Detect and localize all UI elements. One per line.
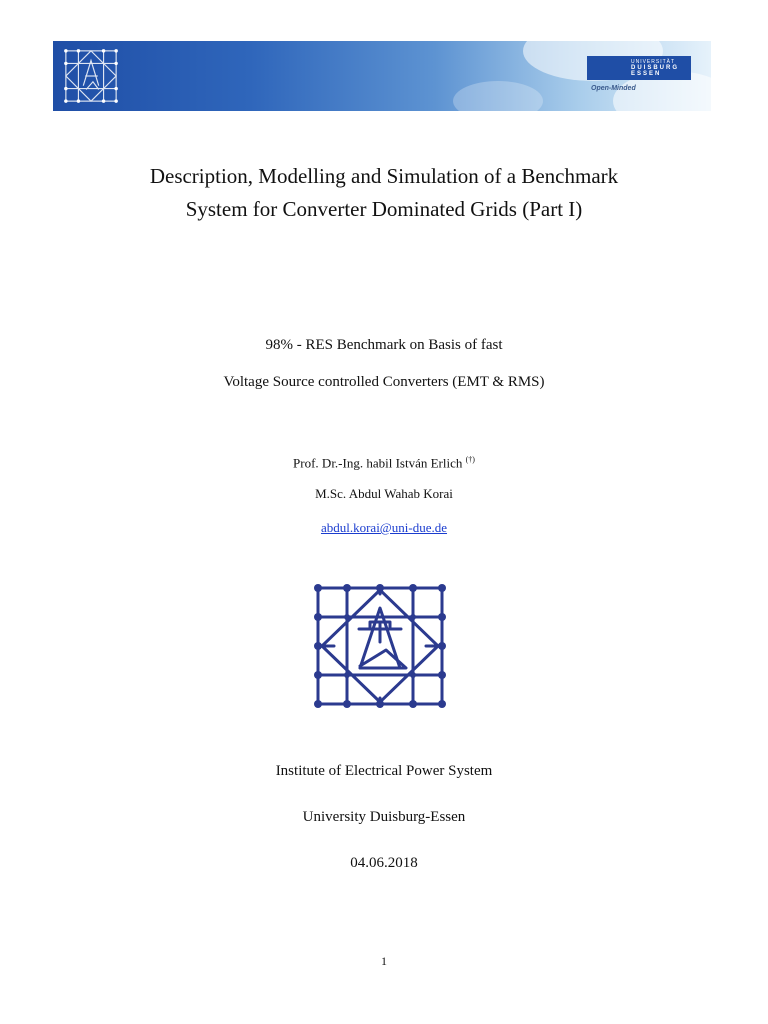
university-small-label: UNIVERSITÄT	[630, 59, 676, 65]
university-motto: Open-Minded	[591, 85, 636, 92]
institute-emblem-icon	[314, 584, 446, 708]
institute-name: Institute of Electrical Power System	[275, 763, 493, 779]
author-1-mark: (†)	[465, 455, 475, 464]
university-wordmark	[587, 56, 691, 80]
document-date: 04.06.2018	[350, 855, 418, 871]
title-line-1: Description, Modelling and Simulation of a Benchmark	[149, 164, 619, 188]
author-1	[0, 455, 768, 471]
university-name: DUISBURG	[630, 65, 679, 71]
subtitle-line-2: Voltage Source controlled Converters (EMT & RMS)	[223, 374, 545, 390]
author-email-line	[0, 520, 768, 536]
author-1-name: Prof. Dr.-Ing. habil István Erlich	[293, 455, 463, 471]
header-banner	[53, 41, 711, 111]
subtitle-line-1: 98% - RES Benchmark on Basis of fast	[265, 337, 503, 353]
institute-logo-icon	[62, 47, 120, 105]
author-email-link[interactable]: abdul.korai@uni-due.de	[320, 520, 448, 535]
university-city: ESSEN	[630, 71, 662, 77]
author-2: M.Sc. Abdul Wahab Korai	[315, 486, 453, 501]
page-number: 1	[381, 954, 387, 968]
title-line-2: System for Converter Dominated Grids (Part I)	[185, 197, 583, 221]
document-title	[0, 160, 768, 226]
university-full-name: University Duisburg-Essen	[302, 809, 466, 825]
